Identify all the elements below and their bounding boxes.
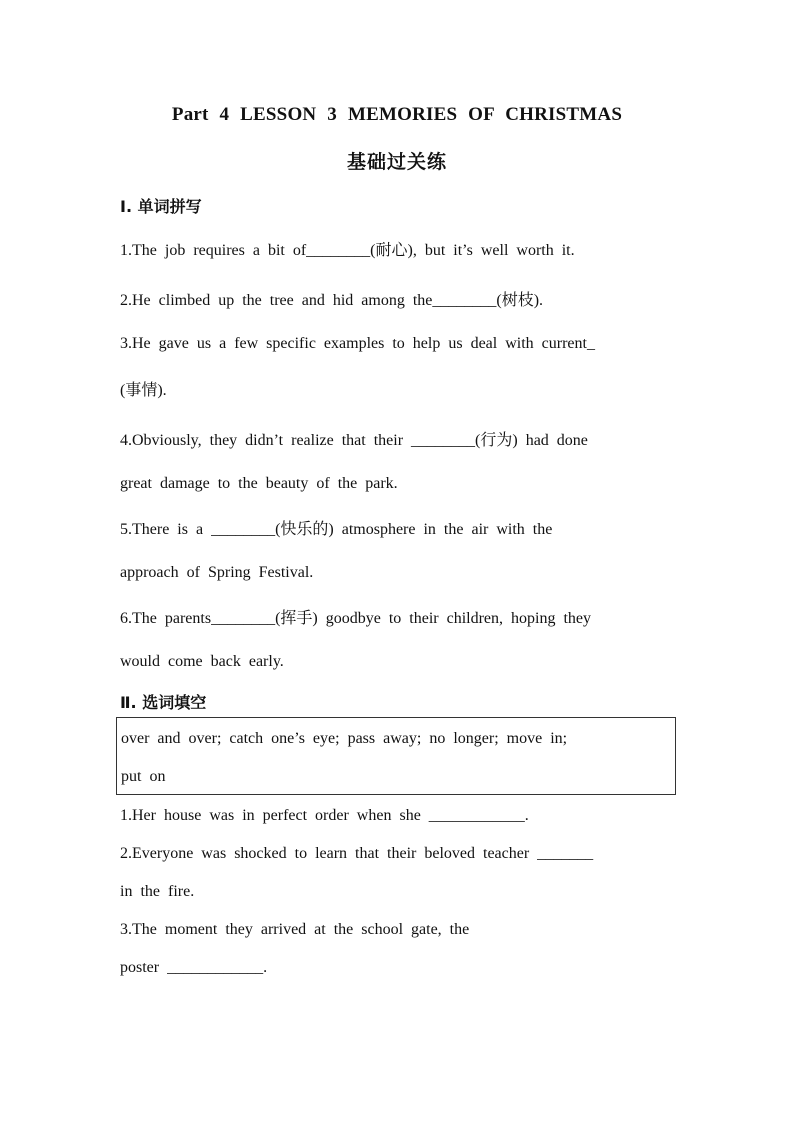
fill-item-3-line-2: poster ____________. — [120, 959, 268, 976]
spelling-item-4-line-1: 4.Obviously, they didn’t realize that their ________(行为) had done — [120, 432, 588, 449]
section-heading-spelling: Ⅰ. 单词拼写 — [120, 197, 202, 216]
spelling-item-1-line-1: 1.The job requires a bit of________(耐心), but it’s well worth it. — [120, 242, 575, 259]
spelling-item-3-line-1: 3.He gave us a few specific examples to help us deal with current_ — [120, 335, 595, 352]
page-title: Part 4 LESSON 3 MEMORIES OF CHRISTMAS — [171, 104, 623, 125]
spelling-item-2-line-1: 2.He climbed up the tree and hid among the________(树枝). — [120, 292, 544, 309]
fill-item-2-line-1: 2.Everyone was shocked to learn that their beloved teacher _______ — [120, 845, 594, 862]
spelling-item-6-line-1: 6.The parents________(挥手) goodbye to their children, hoping they — [120, 610, 592, 627]
section-heading-fill-in: Ⅱ. 选词填空 — [120, 693, 207, 712]
spelling-item-3-line-2: (事情). — [120, 382, 167, 399]
phrase-bank-line-1: over and over; catch one’s eye; pass away; no longer; move in; — [121, 730, 568, 747]
phrase-bank-box — [116, 717, 676, 795]
spelling-item-4-line-2: great damage to the beauty of the park. — [120, 475, 398, 492]
page-subtitle: 基础过关练 — [346, 151, 447, 173]
fill-item-2-line-2: in the fire. — [120, 883, 195, 900]
fill-item-1-line-1: 1.Her house was in perfect order when she ____________. — [120, 807, 529, 824]
phrase-bank-line-2: put on — [121, 768, 166, 785]
spelling-item-5-line-2: approach of Spring Festival. — [120, 564, 314, 581]
spelling-item-5-line-1: 5.There is a ________(快乐的) atmosphere in the air with the — [120, 521, 553, 538]
fill-item-3-line-1: 3.The moment they arrived at the school gate, the — [120, 921, 470, 938]
spelling-item-6-line-2: would come back early. — [120, 653, 284, 670]
